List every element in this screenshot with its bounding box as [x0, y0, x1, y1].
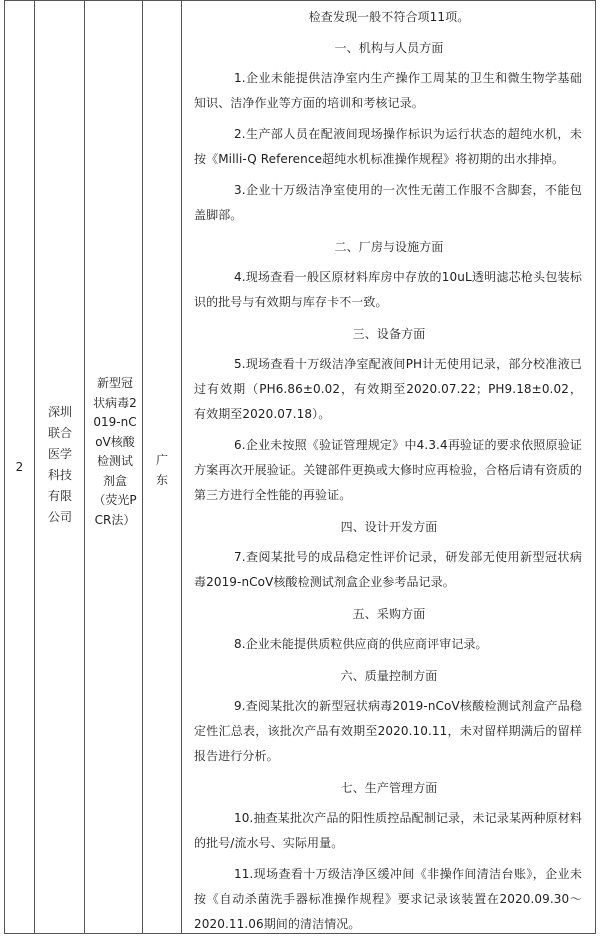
section-heading: 五、采购方面 — [352, 607, 426, 621]
section-heading: 七、生产管理方面 — [340, 781, 438, 795]
company-name: 深圳联合医学科技有限公司 — [47, 405, 72, 524]
section-heading: 三、设备方面 — [352, 327, 426, 341]
row-number: 2 — [15, 460, 24, 474]
finding-item: 2.生产部人员在配液间现场操作标识为运行状态的超纯水机，未按《Milli-Q Reference超纯水机标准操作规程》将初期的出水排掉。 — [194, 127, 582, 166]
finding-item: 10.抽查某批次产品的阳性质控品配制记录，未记录某两种原材料的批号/流水号、实际用量。 — [194, 811, 582, 850]
finding-item: 4.现场查看一般区原材料库房中存放的10uL透明滤芯枪头包装标识的批号与有效期与库存卡不一致。 — [194, 270, 582, 309]
finding-item: 5.现场查看十万级洁净室配液间PH计无使用记录，部分校准液已过有效期（PH6.86±0.02，有效期至2020.07.22；PH9.18±0.02，有效期至2020.07.18）。 — [194, 357, 582, 421]
finding-item: 11.现场查看十万级洁净区缓冲间《非操作间清洁台账》，企业未按《自动杀菌洗手器标准操作规程》要求记录该装置在2020.09.30～2020.11.06期间的清洁情况。 — [194, 867, 582, 931]
findings-intro: 检查发现一般不符合项11项。 — [308, 10, 470, 24]
finding-item: 6.企业未按照《验证管理规定》中4.3.4再验证的要求依照原验证方案再次开展验证。关键部件更换或大修时应再检验，合格后请有资质的第三方进行全性能的再验证。 — [194, 438, 582, 502]
column-divider — [181, 1, 182, 933]
column-divider — [34, 1, 35, 933]
product-name: 新型冠状病毒2019-nCoV核酸检测试剂盒（荧光PCR法） — [93, 376, 137, 527]
finding-item: 3.企业十万级洁净室使用的一次性无菌工作服不含脚套，不能包盖脚部。 — [194, 183, 582, 222]
section-heading: 二、厂房与设施方面 — [334, 240, 444, 254]
finding-item: 1.企业未能提供洁净室内生产操作工周某的卫生和微生物学基础知识、洁净作业等方面的培训和考核记录。 — [194, 71, 582, 110]
finding-item: 7.查阅某批号的成品稳定性评价记录，研发部无使用新型冠状病毒2019-nCoV核酸检测试剂盒企业参考品记录。 — [194, 550, 582, 589]
section-heading: 六、质量控制方面 — [340, 669, 438, 683]
column-divider — [84, 1, 85, 933]
findings-cell — [186, 4, 592, 943]
section-heading: 一、机构与人员方面 — [334, 41, 444, 55]
column-divider — [142, 1, 143, 933]
section-heading: 四、设计开发方面 — [340, 520, 438, 534]
finding-item: 9.查阅某批次的新型冠状病毒2019-nCoV核酸检测试剂盒产品稳定性汇总表，该批次产品有效期至2020.10.11，未对留样期满后的留样报告进行分析。 — [194, 699, 582, 763]
finding-item: 8.企业未能提供质粒供应商的供应商评审记录。 — [234, 637, 488, 651]
province: 广东 — [155, 453, 168, 487]
